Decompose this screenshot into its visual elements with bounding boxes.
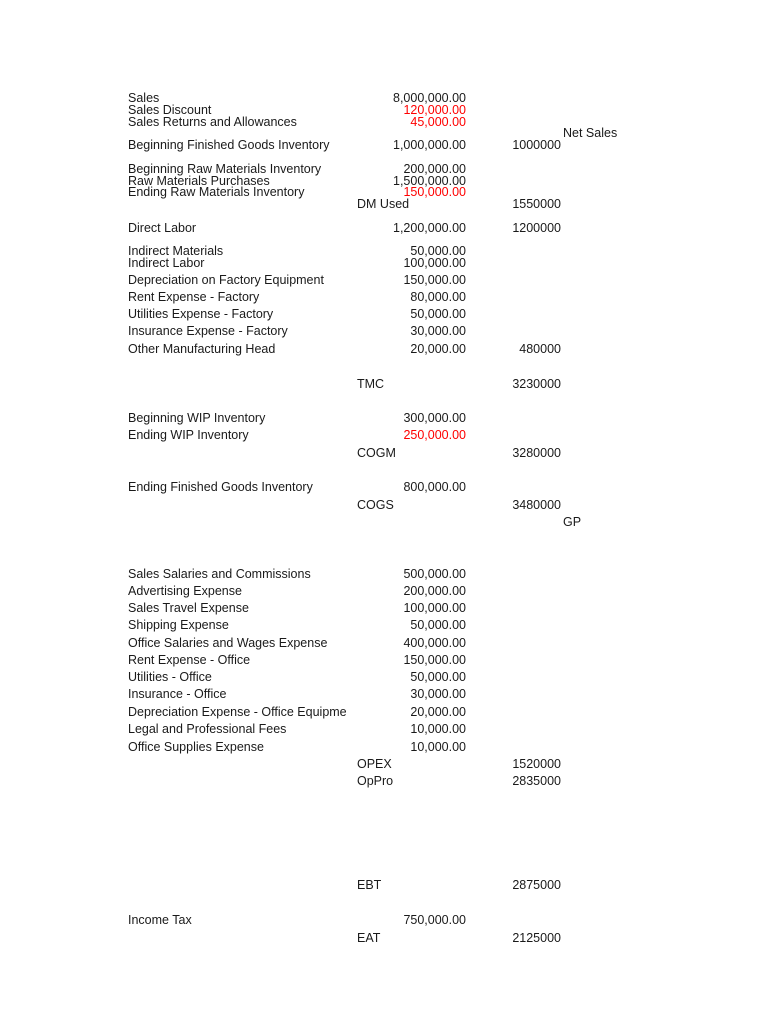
sheet-row	[0, 652, 768, 668]
row-amount: 1,000,000.00	[393, 138, 466, 152]
row-amount: 500,000.00	[403, 567, 466, 581]
subtotal-code: TMC	[357, 377, 385, 391]
row-amount: 10,000.00	[410, 722, 466, 736]
row-label: Shipping Expense	[128, 618, 229, 632]
subtotal-code: OpPro	[357, 774, 394, 788]
row-label: Other Manufacturing Head	[128, 342, 276, 356]
row-amount: 50,000.00	[410, 307, 466, 321]
sheet-row	[0, 497, 768, 513]
row-label: Utilities Expense - Factory	[128, 307, 274, 321]
sheet-row	[0, 341, 768, 357]
row-label: Depreciation on Factory Equipment	[128, 273, 324, 287]
row-note: Net Sales	[563, 126, 618, 140]
sheet-row	[0, 289, 768, 305]
sheet-row	[0, 514, 768, 530]
row-amount: 20,000.00	[410, 342, 466, 356]
row-amount: 800,000.00	[403, 480, 466, 494]
row-label: Income Tax	[128, 913, 192, 927]
sheet-row	[0, 220, 768, 236]
row-amount: 150,000.00	[403, 273, 466, 287]
row-amount: 10,000.00	[410, 740, 466, 754]
subtotal-code: OPEX	[357, 757, 392, 771]
row-label: Raw Materials Purchases	[128, 174, 270, 188]
row-note: GP	[563, 515, 582, 529]
row-amount: 200,000.00	[403, 584, 466, 598]
sheet-row	[0, 686, 768, 702]
row-label: Insurance - Office	[128, 687, 227, 701]
row-label: Advertising Expense	[128, 584, 242, 598]
row-total: 3280000	[512, 446, 561, 460]
row-total: 3230000	[512, 377, 561, 391]
sheet-row	[0, 930, 768, 946]
row-label: Indirect Labor	[128, 256, 205, 270]
row-label: Sales Salaries and Commissions	[128, 567, 311, 581]
subtotal-code: EAT	[357, 931, 381, 945]
sheet-row	[0, 445, 768, 461]
sheet-row	[0, 583, 768, 599]
row-amount: 1,200,000.00	[393, 221, 466, 235]
row-label: Ending WIP Inventory	[128, 428, 249, 442]
row-total: 1200000	[512, 221, 561, 235]
sheet-row	[0, 137, 768, 153]
subtotal-code: COGS	[357, 498, 394, 512]
row-amount: 400,000.00	[403, 636, 466, 650]
row-amount: 300,000.00	[403, 411, 466, 425]
sheet-row	[0, 196, 768, 212]
row-amount: 8,000,000.00	[393, 91, 466, 105]
row-total: 2875000	[512, 878, 561, 892]
row-amount: 50,000.00	[410, 670, 466, 684]
sheet-row	[0, 617, 768, 633]
row-amount: 50,000.00	[410, 618, 466, 632]
row-label: Office Salaries and Wages Expense	[128, 636, 328, 650]
row-label: Rent Expense - Factory	[128, 290, 260, 304]
sheet-row	[0, 306, 768, 322]
sheet-row	[0, 255, 768, 271]
row-label: Beginning Raw Materials Inventory	[128, 162, 322, 176]
row-amount: 20,000.00	[410, 705, 466, 719]
row-total: 1520000	[512, 757, 561, 771]
row-label: Rent Expense - Office	[128, 653, 251, 667]
sheet-row	[0, 566, 768, 582]
sheet-row	[0, 669, 768, 685]
row-total: 2125000	[512, 931, 561, 945]
sheet-row	[0, 721, 768, 737]
row-amount: 80,000.00	[410, 290, 466, 304]
sheet-row	[0, 773, 768, 789]
sheet-row	[0, 635, 768, 651]
row-amount: 250,000.00	[403, 428, 466, 442]
row-label: Sales Discount	[128, 103, 212, 117]
row-label: Sales Returns and Allowances	[128, 115, 297, 129]
row-amount: 1,500,000.00	[393, 174, 466, 188]
sheet-row	[0, 272, 768, 288]
row-amount: 120,000.00	[403, 103, 466, 117]
row-amount: 50,000.00	[410, 244, 466, 258]
row-amount: 750,000.00	[403, 913, 466, 927]
row-amount: 150,000.00	[403, 185, 466, 199]
subtotal-code: DM Used	[357, 197, 410, 211]
row-amount: 100,000.00	[403, 256, 466, 270]
row-label: Sales	[128, 91, 160, 105]
row-label: Depreciation Expense - Office Equipme	[128, 705, 347, 719]
row-label: Indirect Materials	[128, 244, 224, 258]
sheet-row	[0, 912, 768, 928]
row-label: Legal and Professional Fees	[128, 722, 287, 736]
sheet-row	[0, 600, 768, 616]
subtotal-code: EBT	[357, 878, 382, 892]
sheet-row	[0, 756, 768, 772]
sheet-row	[0, 877, 768, 893]
row-total: 1550000	[512, 197, 561, 211]
sheet-row	[0, 427, 768, 443]
row-amount: 30,000.00	[410, 324, 466, 338]
row-amount: 30,000.00	[410, 687, 466, 701]
row-amount: 150,000.00	[403, 653, 466, 667]
row-label: Insurance Expense - Factory	[128, 324, 288, 338]
row-total: 2835000	[512, 774, 561, 788]
subtotal-code: COGM	[357, 446, 396, 460]
row-label: Ending Finished Goods Inventory	[128, 480, 313, 494]
row-label: Office Supplies Expense	[128, 740, 264, 754]
row-amount: 45,000.00	[410, 115, 466, 129]
row-label: Sales Travel Expense	[128, 601, 249, 615]
sheet-row	[0, 704, 768, 720]
row-label: Direct Labor	[128, 221, 197, 235]
row-label: Beginning Finished Goods Inventory	[128, 138, 330, 152]
row-label: Beginning WIP Inventory	[128, 411, 266, 425]
sheet-row	[0, 410, 768, 426]
row-total: 480000	[519, 342, 561, 356]
row-label: Ending Raw Materials Inventory	[128, 185, 305, 199]
sheet-row	[0, 479, 768, 495]
row-amount: 100,000.00	[403, 601, 466, 615]
sheet-row	[0, 739, 768, 755]
row-label: Utilities - Office	[128, 670, 212, 684]
sheet-row	[0, 323, 768, 339]
sheet-row	[0, 376, 768, 392]
row-total: 3480000	[512, 498, 561, 512]
row-total: 1000000	[512, 138, 561, 152]
row-amount: 200,000.00	[403, 162, 466, 176]
